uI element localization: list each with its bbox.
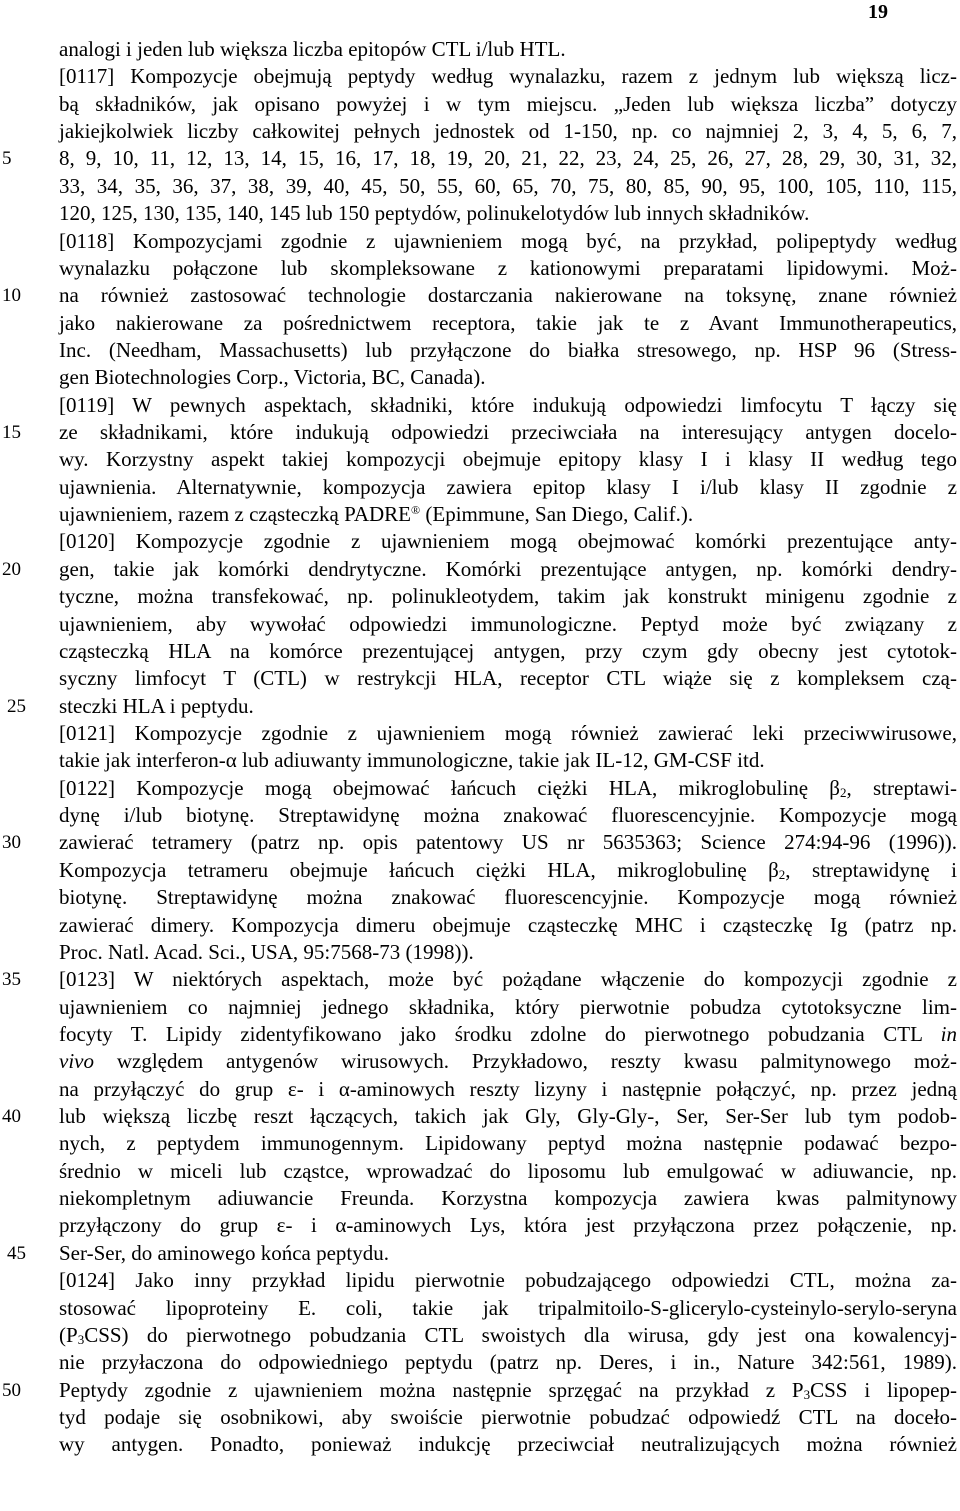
text-line: ujawnieniem co najmniej jednego składnika, który pierwotnie pobudza cytotoksyczne lim- xyxy=(59,994,957,1019)
text-line: 50 Peptydy zgodnie z ujawnieniem można następnie sprzęgać na przykład z $P_3CSS$ i lipopep- xyxy=(59,1377,957,1404)
text-line: focyty T. Lipidy zidentyfikowano jako środku zdolne do pierwotnego pobudzania CTL in xyxy=(59,1021,957,1046)
text-line: przyłączony do grup ε- i α-aminowych Lys, która jest przyłączona przez połączenie, np. xyxy=(59,1213,957,1238)
text-line: tyczne, można transfekować, np. polinukleotydem, takim jak konstrukt minigenu zgodnie z xyxy=(59,584,957,609)
paragraph-0124-start: [0124] Jako inny przykład lipidu pierwotnie pobudzającego odpowiedzi CTL, można za- xyxy=(59,1268,957,1293)
text-line: Proc. Natl. Acad. Sci., USA, 95:7568-73 (1998)). xyxy=(59,939,474,964)
paragraph-0118-start: [0118] Kompozycjami zgodnie z ujawnieniem mogą być, na przykład, polipeptydy według xyxy=(59,228,957,253)
text-line: 25 steczki HLA i peptydu. xyxy=(59,693,957,720)
text-line: $(P_3CSS)$ do pierwotnego pobudzania CTL swoistych dla wirusa, gdy jest ona kowalencyj- xyxy=(59,1322,957,1347)
text-line: 120, 125, 130, 135, 140, 145 lub 150 peptydów, polinukelotydów lub innych składników. xyxy=(59,201,810,226)
text-line: ujawnieniem, aby wywołać odpowiedzi immunologiczne. Peptyd może być związany z xyxy=(59,611,957,636)
subscript: 3 xyxy=(77,1331,85,1347)
text-line: Inc. (Needham, Massachusetts) lub przyłączone do białka stresowego, np. HSP 96 (Stress- xyxy=(59,337,957,362)
text-line: jako nakierowane za pośrednictwem receptora, takie jak te z Avant Immunotherapeutics, xyxy=(59,310,957,335)
document-body xyxy=(2,36,958,1459)
text-line: takie jak interferon-α lub adiuwanty immunologiczne, takie jak IL-12, GM-CSF itd. xyxy=(59,748,765,773)
text-line: ujawnienia. Alternatywnie, kompozycja zawiera epitop klasy I i/lub klasy II zgodnie z xyxy=(59,474,957,499)
text-line: 20 gen, takie jak komórki dendrytyczne. Komórki prezentujące antygen, np. komórki dendry- xyxy=(59,556,957,583)
line-number: 15 xyxy=(2,422,21,444)
text-line: gen Biotechnologies Corp., Victoria, BC, Canada). xyxy=(59,365,486,390)
text-line: ujawnieniem, razem z cząsteczką PADRE® (Epimmune, San Diego, Calif.). xyxy=(59,502,694,527)
line-number: 45 xyxy=(7,1242,26,1264)
line-number: 35 xyxy=(2,969,21,991)
text-line: nie przyłaczona do odpowiedniego peptydu (patrz np. Deres, i in., Nature 342:561, 1989). xyxy=(59,1350,957,1375)
subscript: 2 xyxy=(778,866,786,882)
text-line: dynę i/lub biotynę. Streptawidynę można znakować fluorescencyjnie. Kompozycje mogą xyxy=(59,803,957,828)
line-number: 30 xyxy=(2,832,21,854)
italic-term: vivo xyxy=(59,1049,94,1074)
text-line: 5 8, 9, 10, 11, 12, 13, 14, 15, 16, 17, 18, 19, 20, 21, 22, 23, 24, 25, 26, 27, 28, 29, 30, 31, 32, xyxy=(59,145,957,172)
text-line: vivo względem antygenów wirusowych. Przykładowo, reszty kwasu palmitynowego moż- xyxy=(59,1049,957,1074)
text-line: bą składników, jak opisano powyżej i w tym miejscu. „Jeden lub większa liczba” dotyczy xyxy=(59,91,957,116)
paragraph-0122-start: [0122] Kompozycje mogą obejmować łańcuch ciężki HLA, mikroglobulinę $\beta_2$, streptawi- xyxy=(59,775,957,800)
text-line: na przyłączyć do grup ε- i α-aminowych reszty lizyny i następnie połączyć, np. przez jedną xyxy=(59,1076,957,1101)
paragraph-0120-start: [0120] Kompozycje zgodnie z ujawnieniem mogą obejmować komórki prezentujące anty- xyxy=(59,529,957,554)
text-line: stosować lipoproteiny E. coli, takie jak tripalmitoilo-S-glicerylo-cysteinylo-serylo-seryna xyxy=(59,1295,957,1320)
text-line: 30 zawierać tetramery (patrz np. opis patentowy US nr 5635363; Science 274:94-96 (1996)). xyxy=(59,829,957,856)
line-number: 25 xyxy=(7,695,26,717)
subscript: 2 xyxy=(839,784,847,800)
text-line: 40 lub większą liczbę reszt łączących, takich jak Gly, Gly-Gly-, Ser, Ser-Ser lub tym podob- xyxy=(59,1103,957,1130)
text-line: 15 ze składnikami, które indukują odpowiedzi przeciwciała na interesujący antygen docelo- xyxy=(59,419,957,446)
paragraph-0117-start: [0117] Kompozycje obejmują peptydy według wynalazku, razem z jednym lub większą licz- xyxy=(59,64,957,89)
text-line: wy antygen. Ponadto, ponieważ indukcję przeciwciał neutralizujących można również xyxy=(59,1432,957,1457)
text-line: wy. Korzystny aspekt takiej kompozycji obejmuje epitopy klasy I i klasy II według tego xyxy=(59,447,957,472)
text-line: tyd podaje się osobnikowi, aby swoiście pierwotnie pobudzać odpowiedź CTL na doceło- xyxy=(59,1404,957,1429)
text-line: syczny limfocyt T (CTL) w restrykcji HLA, receptor CTL wiąże się z kompleksem czą- xyxy=(59,666,957,691)
text-line: Kompozycja tetrameru obejmuje łańcuch ciężki HLA, mikroglobulinę $\beta_2$, streptawidynę i xyxy=(59,857,958,882)
text-line: niekompletnym adiuwancie Freunda. Korzystna kompozycja zawiera kwas palmitynowy xyxy=(59,1186,957,1211)
text-line: jakiejkolwiek liczby całkowitej pełnych jednostek od 1-150, np. co najmniej 2, 3, 4, 5, 6, 7, xyxy=(59,119,957,144)
text-line: 45 Ser-Ser, do aminowego końca peptydu. xyxy=(59,1240,957,1267)
text-line: wynalazku połączone lub skompleksowane z kationowymi preparatami lipidowymi. Moż- xyxy=(59,255,957,280)
paragraph-0123-start: 35 [0123] W niektórych aspektach, może być pożądane włączenie do kompozycji zgodnie z xyxy=(59,966,957,993)
paragraph-0119-start: [0119] W pewnych aspektach, składniki, które indukują odpowiedzi limfocytu T łączy się xyxy=(59,392,957,417)
line-number: 50 xyxy=(2,1379,21,1401)
line-number: 10 xyxy=(2,285,21,307)
line-number: 40 xyxy=(2,1106,21,1128)
text-line: nych, z peptydem immunogennym. Lipidowany peptyd można następnie podawać bezpo- xyxy=(59,1131,957,1156)
paragraph-0121-start: [0121] Kompozycje zgodnie z ujawnieniem mogą również zawierać leki przeciwwirusowe, xyxy=(59,720,957,745)
text-line: analogi i jeden lub większa liczba epitopów CTL i/lub HTL. xyxy=(59,37,566,61)
line-number: 5 xyxy=(2,148,12,170)
line-number: 20 xyxy=(2,558,21,580)
text-line: biotynę. Streptawidynę można znakować fluorescencyjnie. Kompozycje mogą również xyxy=(59,885,957,910)
text-line: cząsteczką HLA na komórce prezentującej antygen, przy czym gdy obecny jest cytotok- xyxy=(59,638,957,663)
subscript: 3 xyxy=(803,1386,811,1402)
text-line: zawierać dimery. Kompozycja dimeru obejmuje cząsteczkę MHC i cząsteczkę Ig (patrz np. xyxy=(59,912,957,937)
text-line: 10 na również zastosować technologie dostarczania nakierowane na toksynę, znane również xyxy=(59,282,957,309)
text-line: 33, 34, 35, 36, 37, 38, 39, 40, 45, 50, 55, 60, 65, 70, 75, 80, 85, 90, 95, 100, 105, 110, 115, xyxy=(59,173,957,198)
registered-mark: ® xyxy=(411,503,421,518)
text-line: średnio w miceli lub cząstce, wprowadzać do liposomu lub emulgować w adiuwancie, np. xyxy=(59,1158,957,1183)
page-number: 19 xyxy=(868,1,888,23)
italic-term: in xyxy=(940,1021,957,1046)
